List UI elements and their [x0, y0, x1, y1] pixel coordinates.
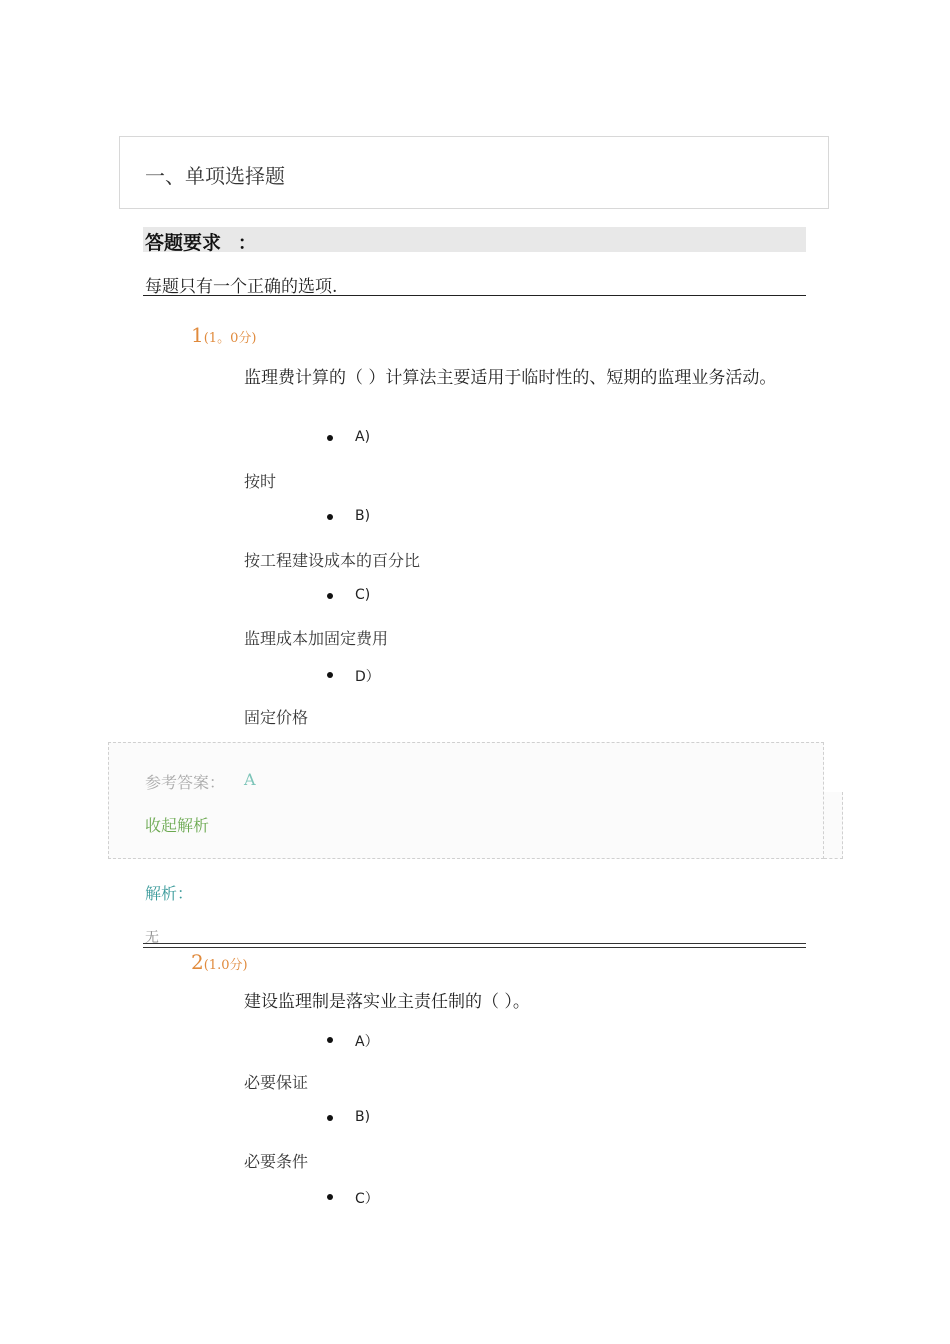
bullet-icon [327, 514, 333, 520]
option-letter[interactable]: C） [355, 1191, 379, 1207]
question-divider [143, 943, 806, 948]
option-letter[interactable]: A) [355, 429, 371, 445]
analysis-label: 解析： [145, 884, 194, 903]
option-letter[interactable]: D） [355, 669, 380, 685]
collapse-analysis-link[interactable]: 收起解析 [145, 816, 210, 835]
bullet-icon [327, 1037, 333, 1043]
question-score: (1。0分) [203, 331, 257, 346]
requirement-colon: ： [238, 233, 256, 254]
bullet-icon [327, 435, 333, 441]
option-letter[interactable]: A） [355, 1034, 379, 1050]
answer-panel [108, 742, 824, 859]
answer-label: 参考答案： [145, 773, 226, 792]
question-1-header [191, 323, 256, 347]
answer-value: A [244, 770, 256, 789]
bullet-icon [327, 672, 333, 678]
answer-panel-extension [824, 792, 843, 859]
question-number: 1 [191, 323, 204, 347]
option-text[interactable]: 监理成本加固定费用 [244, 629, 389, 648]
requirement-divider [143, 295, 806, 296]
option-letter[interactable]: B) [355, 1109, 371, 1125]
requirement-label: 答题要求 [145, 232, 222, 254]
option-letter[interactable]: C) [355, 587, 371, 603]
bullet-icon [327, 1115, 333, 1121]
option-text[interactable]: 必要条件 [244, 1152, 309, 1171]
question-2-header [191, 950, 248, 974]
option-text[interactable]: 必要保证 [244, 1073, 309, 1092]
option-text[interactable]: 按时 [244, 472, 277, 491]
option-letter[interactable]: B) [355, 508, 371, 524]
analysis-value: 无 [145, 930, 159, 946]
option-text[interactable]: 固定价格 [244, 708, 309, 727]
question-2-text: 建设监理制是落实业主责任制的（ ）。 [244, 992, 530, 1012]
bullet-icon [327, 593, 333, 599]
bullet-icon [327, 1194, 333, 1200]
section-title: 一、单项选择题 [145, 164, 285, 188]
question-score: (1.0分) [203, 958, 248, 973]
question-1-text: 监理费计算的（ ）计算法主要适用于临时性的、短期的监理业务活动。 [244, 368, 777, 388]
option-text[interactable]: 按工程建设成本的百分比 [244, 551, 421, 570]
requirement-text: 每题只有一个正确的选项. [145, 277, 338, 297]
question-number: 2 [191, 950, 204, 974]
